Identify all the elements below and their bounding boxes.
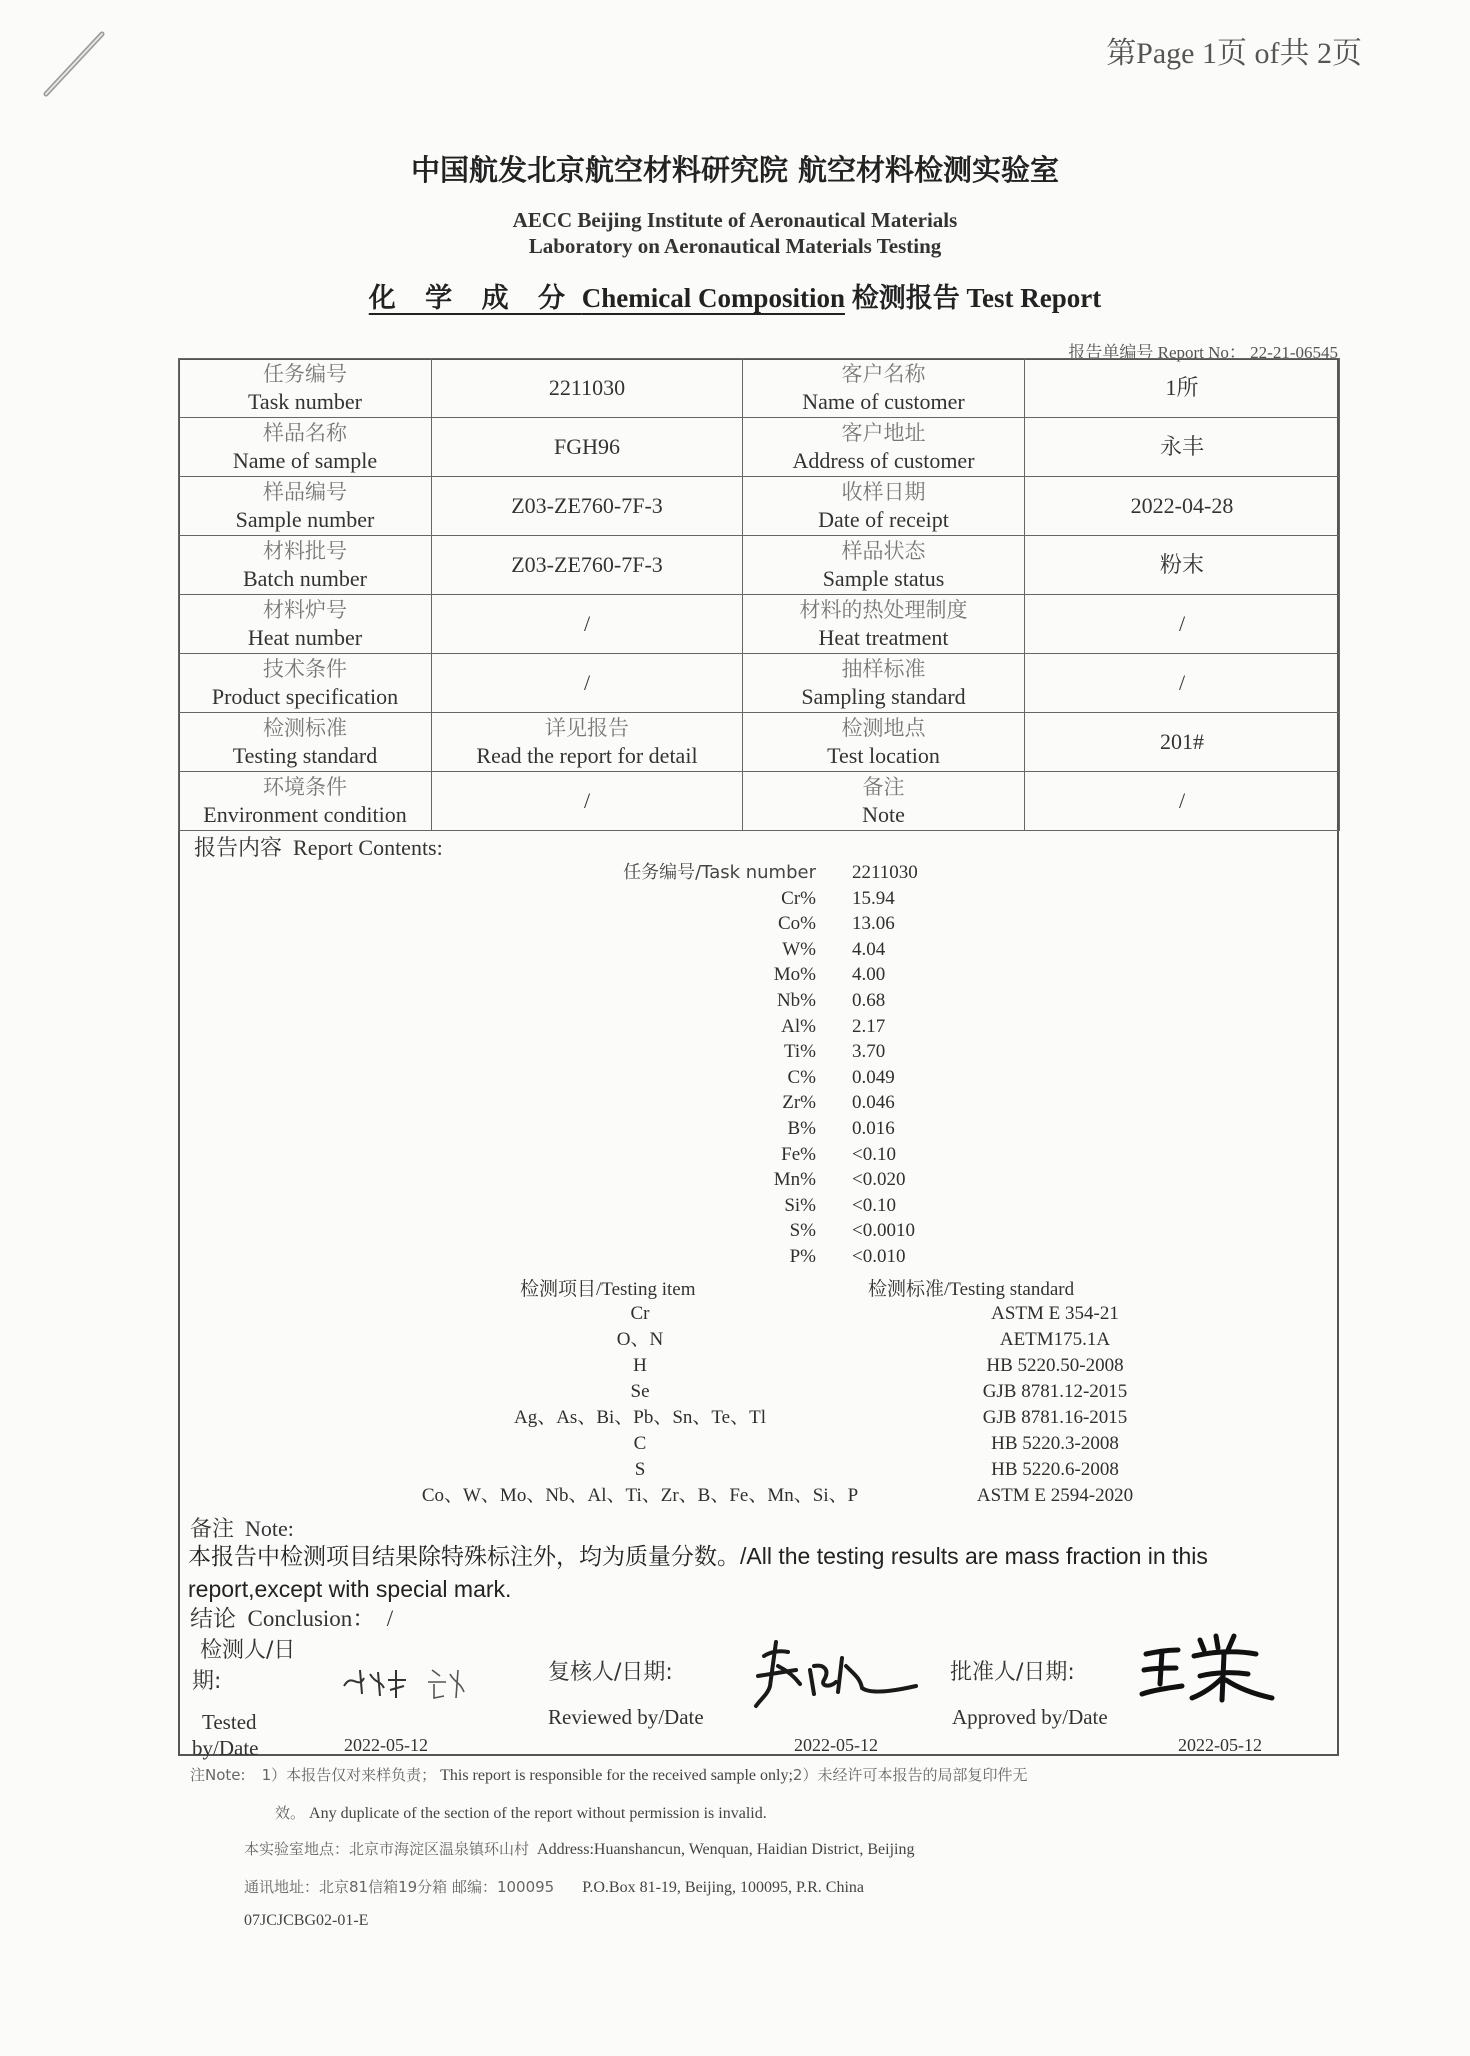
title-cn-report: 检测报告 (851, 283, 960, 314)
info-right-value: 永丰 (1159, 434, 1204, 459)
footer-mailing-address: 通讯地址：北京81信箱19分箱 邮编：100095 P.O.Box 81-19, Beijing, 100095, P.R. China (244, 1878, 865, 1896)
approved-date: 2022-05-12 (1178, 1735, 1262, 1755)
info-left-label: 样品编号 Sample number (179, 477, 432, 536)
standards-list (370, 1301, 1230, 1509)
info-left-label: 环境条件 Environment condition (179, 772, 432, 831)
footer-note-line-2: 效。 Any duplicate of the section of the report without permission is invalid. (275, 1804, 767, 1822)
pen-mark-icon (40, 26, 112, 100)
result-row (560, 1244, 1020, 1270)
info-left-value: 2211030 (548, 375, 626, 400)
element-label: B% (787, 1117, 816, 1139)
standard-row (370, 1405, 1230, 1431)
info-row (179, 536, 1340, 595)
tested-date: 2022-05-12 (344, 1735, 428, 1755)
info-left-value: Z03-ZE760-7F-3 (511, 493, 663, 518)
testing-standard: ASTM E 2594-2020 (976, 1485, 1134, 1506)
task-number-label: 任务编号/Task number (623, 862, 816, 883)
result-row (560, 1142, 1020, 1168)
testing-standard: ASTM E 354-21 (991, 1303, 1119, 1324)
testing-item: Co、W、Mo、Nb、Al、Ti、Zr、B、Fe、Mn、Si、P (421, 1485, 859, 1506)
info-right-label: 检测地点 Test location (743, 713, 1025, 772)
testing-item: C (633, 1433, 647, 1454)
info-right-cell (1025, 418, 1340, 477)
institute-title-cn: 中国航发北京航空材料研究院 航空材料检测实验室 (410, 153, 1060, 187)
info-left-value: / (583, 611, 591, 636)
info-right-cell (1025, 359, 1340, 418)
note-heading: 备注 Note: (190, 1516, 294, 1542)
title-en-composition: Chemical Composition (581, 283, 845, 313)
result-row (560, 1065, 1020, 1091)
footer-note-line-1: 注Note: 1）本报告仅对来样负责； This report is responsible for the received sample only;2）未经许可本报告的局部复印件无 (190, 1766, 1028, 1784)
info-right-value: / (1178, 788, 1186, 813)
tested-by-label-cn-2: 期: (192, 1669, 222, 1694)
info-left-label: 任务编号 Task number (179, 359, 432, 418)
page-number: 第Page 1页 of共 2页 (1106, 37, 1362, 70)
testing-standard: GJB 8781.16-2015 (982, 1407, 1128, 1428)
report-contents-label: 报告内容 Report Contents: (194, 835, 443, 861)
info-left-cell (432, 477, 743, 536)
info-row (179, 595, 1340, 654)
info-right-cell (1025, 654, 1340, 713)
task-number-value: 2211030 (852, 862, 918, 883)
standard-row (370, 1379, 1230, 1405)
info-right-label: 备注 Note (743, 772, 1025, 831)
info-row (179, 654, 1340, 713)
info-left-cell (432, 772, 743, 831)
info-right-label: 收样日期 Date of receipt (743, 477, 1025, 536)
task-number-row (560, 860, 1020, 886)
element-label: Al% (781, 1015, 816, 1037)
result-row (560, 1039, 1020, 1065)
info-right-label: 客户名称 Name of customer (743, 359, 1025, 418)
element-value: 3.70 (852, 1041, 886, 1063)
info-right-cell (1025, 772, 1340, 831)
element-value: <0.0010 (852, 1220, 915, 1242)
element-value: 0.68 (852, 989, 886, 1011)
element-value: 0.046 (852, 1092, 895, 1114)
info-right-label: 抽样标准 Sampling standard (743, 654, 1025, 713)
info-right-value: 1所 (1165, 375, 1199, 400)
testing-item: O、N (616, 1329, 664, 1350)
info-right-value: / (1178, 611, 1186, 636)
element-value: 13.06 (852, 913, 895, 935)
standard-row (370, 1327, 1230, 1353)
result-row (560, 886, 1020, 912)
element-value: 15.94 (852, 887, 895, 909)
info-row (179, 772, 1340, 831)
info-left-value: FGH96 (553, 434, 620, 459)
result-row (560, 1014, 1020, 1040)
info-left-value: Z03-ZE760-7F-3 (511, 552, 663, 577)
approved-by-label-cn: 批准人/日期: (950, 1660, 1075, 1685)
result-row (560, 1116, 1020, 1142)
element-value: <0.10 (852, 1143, 896, 1165)
element-label: Si% (784, 1194, 816, 1216)
laboratory-title-en: Laboratory on Aeronautical Materials Testing (528, 234, 942, 258)
element-value: 0.016 (852, 1117, 895, 1139)
info-left-value: Read the report for detail (476, 743, 698, 768)
testing-standard: HB 5220.6-2008 (991, 1459, 1119, 1480)
info-left-cell (432, 595, 743, 654)
info-right-value: 201# (1160, 729, 1204, 754)
reviewer-signature (750, 1636, 920, 1712)
testing-standard: AETM175.1A (999, 1329, 1111, 1350)
info-left-value: / (583, 788, 591, 813)
element-label: Mn% (773, 1169, 816, 1191)
info-row (179, 713, 1340, 772)
result-row (560, 962, 1020, 988)
element-label: Mo% (773, 964, 816, 986)
tested-by-label-en: Tested (202, 1710, 257, 1734)
result-row (560, 1167, 1020, 1193)
tested-by-label-en-2: by/Date (192, 1736, 259, 1760)
element-label: Cr% (781, 887, 816, 909)
info-right-label: 客户地址 Address of customer (743, 418, 1025, 477)
footer-address: 本实验室地点：北京市海淀区温泉镇环山村 Address:Huanshancun, Wenquan, Haidian District, Beijing (244, 1840, 915, 1858)
info-left-label: 材料炉号 Heat number (179, 595, 432, 654)
note-text: 本报告中检测项目结果除特殊标注外，均为质量分数。/All the testing results are mass fraction in this report,except with special mark. (188, 1543, 1208, 1602)
element-value: <0.10 (852, 1194, 896, 1216)
testing-item: Cr (630, 1303, 650, 1324)
info-row (179, 359, 1340, 418)
report-title (0, 276, 1470, 315)
conclusion-value: / (386, 1606, 394, 1631)
info-right-value: 2022-04-28 (1130, 493, 1234, 518)
info-left-cell (432, 713, 743, 772)
info-left-value-cn: 详见报告 (545, 716, 629, 740)
info-right-cell (1025, 536, 1340, 595)
reviewed-date: 2022-05-12 (794, 1735, 878, 1755)
testing-standard: GJB 8781.12-2015 (982, 1381, 1128, 1402)
element-value: 4.00 (852, 964, 886, 986)
testing-item: H (633, 1355, 647, 1376)
info-left-label: 样品名称 Name of sample (179, 418, 432, 477)
element-label: S% (789, 1220, 816, 1242)
info-right-value: / (1178, 670, 1186, 695)
info-row (179, 418, 1340, 477)
element-label: Co% (778, 913, 816, 935)
info-right-cell (1025, 713, 1340, 772)
element-label: Zr% (782, 1092, 816, 1114)
info-left-cell (432, 359, 743, 418)
element-value: 4.04 (852, 938, 886, 960)
result-row (560, 988, 1020, 1014)
tester-signature (340, 1660, 490, 1704)
testing-standard: HB 5220.50-2008 (986, 1355, 1124, 1376)
sample-info-table (178, 358, 1340, 831)
testing-item: Ag、As、Bi、Pb、Sn、Te、Tl (513, 1407, 767, 1428)
info-right-cell (1025, 477, 1340, 536)
result-row (560, 1193, 1020, 1219)
result-row (560, 1090, 1020, 1116)
testing-standard-heading: 检测标准/Testing standard (868, 1278, 1075, 1300)
element-label: Nb% (776, 989, 816, 1011)
standard-row (370, 1483, 1230, 1509)
info-left-label: 材料批号 Batch number (179, 536, 432, 595)
info-right-cell (1025, 595, 1340, 654)
info-right-label: 样品状态 Sample status (743, 536, 1025, 595)
standard-row (370, 1353, 1230, 1379)
info-left-cell (432, 536, 743, 595)
standard-row (370, 1457, 1230, 1483)
element-label: W% (782, 938, 816, 960)
standard-row (370, 1301, 1230, 1327)
info-left-value: / (583, 670, 591, 695)
results-list (560, 860, 1020, 1270)
element-label: P% (789, 1245, 816, 1267)
approver-signature (1138, 1628, 1278, 1710)
testing-standard: HB 5220.3-2008 (991, 1433, 1119, 1454)
element-value: <0.020 (852, 1169, 906, 1191)
testing-item-heading: 检测项目/Testing item (520, 1278, 696, 1300)
result-row (560, 1218, 1020, 1244)
institute-title-en: AECC Beijing Institute of Aeronautical Materials (512, 208, 958, 232)
approved-by-label-en: Approved by/Date (952, 1705, 1108, 1729)
reviewed-by-label-cn: 复核人/日期: (548, 1660, 673, 1685)
element-label: Fe% (781, 1143, 816, 1165)
title-cn-composition: 化 学 成 分 (368, 283, 575, 314)
form-code: 07JCJCBG02-01-E (244, 1912, 369, 1929)
info-left-cell (432, 418, 743, 477)
element-value: 0.049 (852, 1066, 895, 1088)
info-left-cell (432, 654, 743, 713)
report-number: 报告单编号 Report No： 22-21-06545 (1068, 343, 1338, 362)
info-left-label: 检测标准 Testing standard (179, 713, 432, 772)
title-en-report: Test Report (966, 283, 1102, 313)
element-value: 2.17 (852, 1015, 886, 1037)
element-value: <0.010 (852, 1245, 906, 1267)
conclusion: 结论 Conclusion： / (190, 1606, 394, 1632)
info-right-label: 材料的热处理制度 Heat treatment (743, 595, 1025, 654)
info-left-label: 技术条件 Product specification (179, 654, 432, 713)
result-row (560, 911, 1020, 937)
tested-by-label-cn: 检测人/日 (200, 1638, 296, 1663)
reviewed-by-label-en: Reviewed by/Date (548, 1705, 704, 1729)
standard-row (370, 1431, 1230, 1457)
info-row (179, 477, 1340, 536)
info-right-value: 粉末 (1159, 552, 1204, 577)
testing-item: S (634, 1459, 646, 1480)
result-row (560, 937, 1020, 963)
element-label: Ti% (783, 1041, 816, 1063)
testing-item: Se (630, 1381, 650, 1402)
element-label: C% (787, 1066, 816, 1088)
